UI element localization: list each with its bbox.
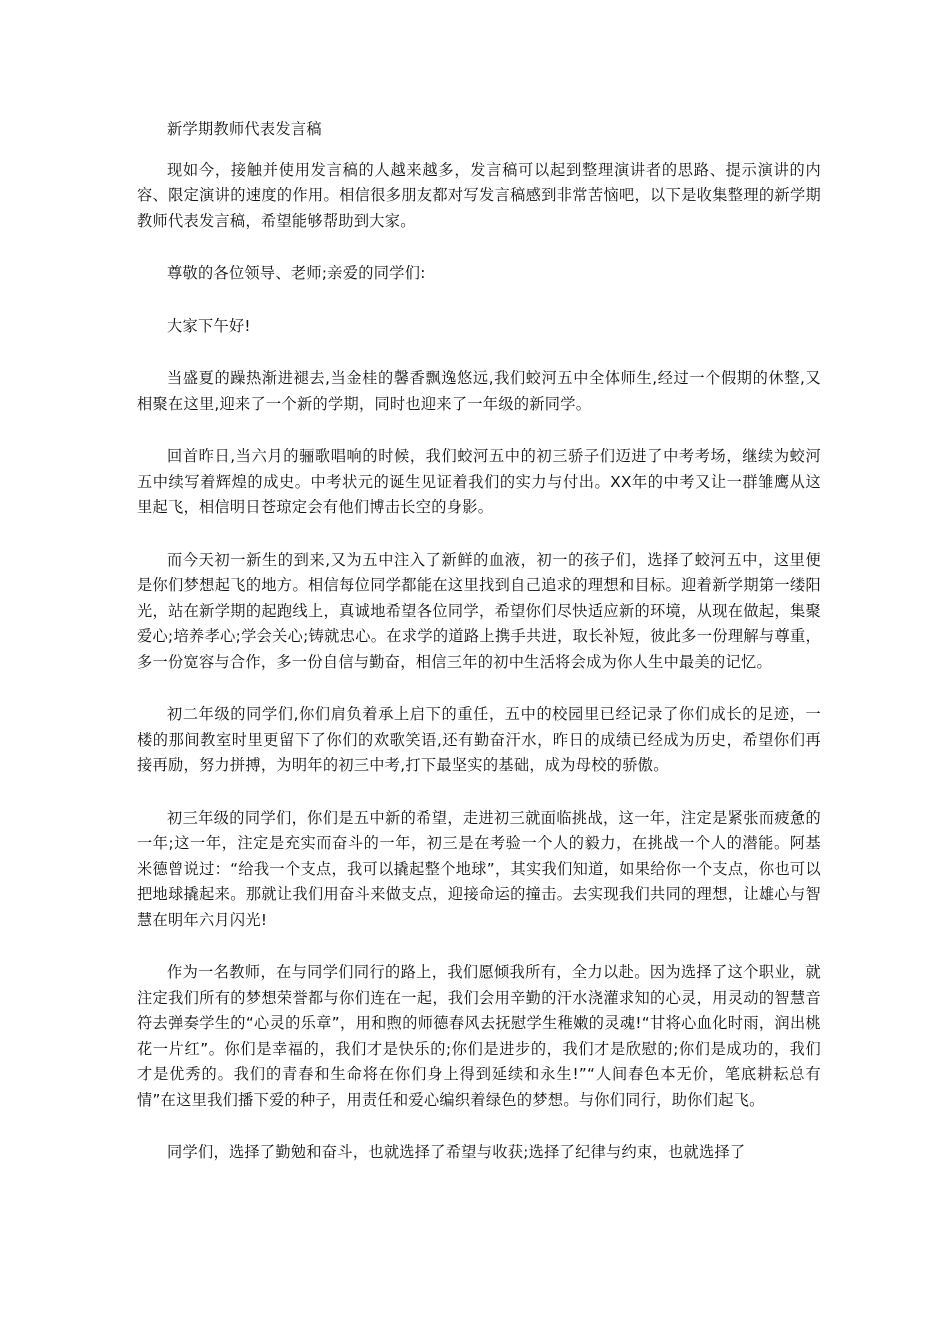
paragraph-salutation: 尊敬的各位领导、老师;亲爱的同学们: — [167, 264, 426, 282]
paragraph-grade-one: 而今天初一新生的到来,又为五中注入了新鲜的血液，初一的孩子们，选择了蛟河五中，这里便是你们梦想起飞的地方。相信每位同学都能在这里找到自己追求的理想和目标。迎着新学期第一缕阳光，站在新学期的起跑线上，真诚地希望各位同学，希望你们尽快适应新的环境，从现在做起，集聚爱心;培养孝心;学会关心;铸就忠心。在求学的道路上携手共进，取长补短，彼此多一份理解与尊重，多一份宽容与合作，多一份自信与勤奋，相信三年的初中生活将会成为你人生中最美的记忆。 — [137, 550, 821, 671]
paragraph-greeting: 大家下午好! — [167, 316, 251, 335]
paragraph-intro: 现如今，接触并使用发言稿的人越来越多，发言稿可以起到整理演讲者的思路、提示演讲的内容、限定演讲的速度的作用。相信很多朋友都对写发言稿感到非常苦恼吧，以下是收集整理的新学期教师代表发言稿，希望能够帮助到大家。 — [137, 160, 821, 230]
paragraph-new-semester: 当盛夏的躁热渐进褪去,当金桂的馨香飘逸悠远,我们蛟河五中全体师生,经过一个假期的休整,又相聚在这里,迎来了一个新的学期，同时也迎来了一年级的新同学。 — [137, 369, 821, 413]
paragraph-looking-back: 回首昨日,当六月的骊歌唱响的时候，我们蛟河五中的初三骄子们迈进了中考考场，继续为蛟河五中续写着辉煌的成史。中考状元的诞生见证着我们的实力与付出。XX年的中考又让一群雏鹰从这里起飞，相信明日苍琼定会有他们博击长空的身影。 — [137, 447, 821, 516]
paragraph-grade-three: 初三年级的同学们，你们是五中新的希望，走进初三就面临挑战，这一年，注定是紧张而疲惫的一年;这一年，注定是充实而奋斗的一年，初三是在考验一个人的毅力，在挑战一个人的潜能。阿基米德曾说过：“给我一个支点，我可以撬起整个地球”，其实我们知道，如果给你一个支点，你也可以把地球撬起来。那就让我们用奋斗来做支点，迎接命运的撞击。去实现我们共同的理想，让雄心与智慧在明年六月闪光! — [137, 808, 821, 929]
paragraph-grade-two: 初二年级的同学们,你们肩负着承上启下的重任，五中的校园里已经记录了你们成长的足迹，一楼的那间教室时里更留下了你们的欢歌笑语,还有勤奋汗水，昨日的成绩已经成为历史，希望你们再接再励，努力拼搏，为明年的初三中考,打下最坚实的基础，成为母校的骄傲。 — [137, 705, 821, 774]
paragraph-teachers: 作为一名教师，在与同学们同行的路上，我们愿倾我所有，全力以赴。因为选择了这个职业，就注定我们所有的梦想荣誉都与你们连在一起，我们会用辛勤的汗水浇灌求知的心灵，用灵动的智慧音符去弹奏学生的“心灵的乐章”，用和煦的师德春风去抚慰学生稚嫩的灵魂!“甘将心血化时雨，润出桃花一片红”。你们是幸福的，我们才是快乐的;你们是进步的，我们才是欣慰的;你们是成功的，我们才是优秀的。我们的青春和生命将在你们身上得到延续和永生!”“人间春色本无价，笔底耕耘总有情”在这里我们播下爱的种子，用责任和爱心编织着绿色的梦想。与你们同行，助你们起飞。 — [137, 963, 821, 1109]
document-title: 新学期教师代表发言稿 — [167, 120, 322, 138]
paragraph-closing: 同学们，选择了勤勉和奋斗，也就选择了希望与收获;选择了纪律与约束，也就选择了 — [167, 1143, 746, 1161]
document-body — [137, 117, 821, 1166]
